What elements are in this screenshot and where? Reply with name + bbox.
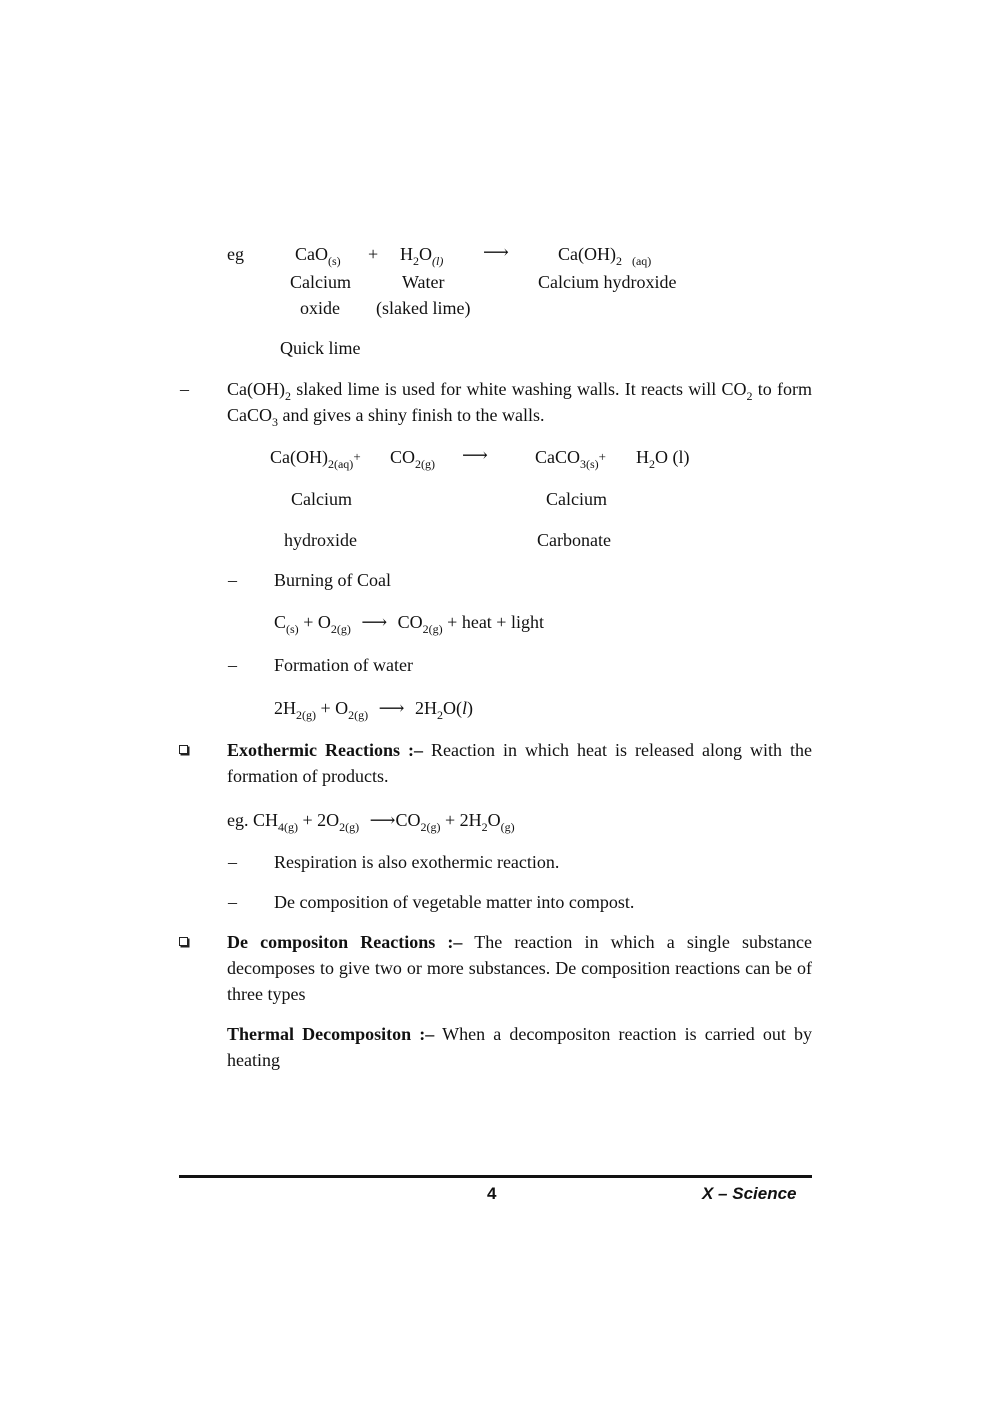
water-title: Formation of water: [274, 655, 413, 675]
eq2-reactant-caoh2: $Ca(OH)_{2(aq)}+$: [270, 447, 361, 471]
exo-item-respiration: Respiration is also exothermic reaction.: [274, 852, 560, 872]
eq1-reactant-cao: CaO$_{(s)}$: [295, 244, 341, 268]
bullet-square-icon: [179, 937, 188, 946]
eq2-product-water: $H_2O$ (l): [636, 447, 690, 471]
thermal-paragraph: Thermal Decompositon :– When a decompositon reaction is carried out by heating: [227, 1024, 813, 1070]
eq1-name-calcium-hydroxide: Calcium hydroxide: [538, 272, 677, 292]
eq1-plus: +: [368, 244, 379, 264]
eq1-product: $Ca(OH)_2$ $_{(aq)}$: [558, 244, 652, 268]
footer-rule: [179, 1175, 812, 1178]
eq2-name-carbonate: Carbonate: [537, 530, 611, 550]
eq1-name-slaked-lime: (slaked lime): [376, 298, 471, 318]
coal-dash: –: [228, 570, 237, 590]
eq2-name-calcium: Calcium: [291, 489, 352, 509]
eq1-arrow: ⟶: [483, 242, 509, 262]
exo-dash-1: –: [228, 852, 237, 872]
eq2-arrow: ⟶: [462, 445, 488, 465]
water-equation: $2H_{2(g)} + O_{2(g)}$ ⟶ $2H_2O(l)$: [274, 698, 473, 722]
eq1-name-water: Water: [402, 272, 445, 292]
para1-text: $Ca(OH)_2$ slaked lime is used for white washing walls. It reacts will $CO_2$ to form CaCO$_3$ and gives a shiny finish to the walls.: [227, 379, 812, 429]
eq1-reactant-water: $H_2O_{(l)}$: [400, 244, 444, 268]
para1-dash: –: [180, 379, 189, 399]
decomp-paragraph: De compositon Reactions :– The reaction in which a single substance decomposes to give two or more substances. De composition reactions can be of three types: [227, 932, 813, 1004]
eq2-name-hydroxide: hydroxide: [284, 530, 357, 550]
eq1-label: eg: [227, 244, 244, 264]
coal-title: Burning of Coal: [274, 570, 391, 590]
exo-equation: eg. $CH_{4(g)} + 2O_{2(g)}$ $⟶CO_{2(g)} + 2H_2O_{(g)}$: [227, 810, 515, 834]
exo-dash-2: –: [228, 892, 237, 912]
eq1-name-oxide: oxide: [300, 298, 340, 318]
eq2-name-calcium-2: Calcium: [546, 489, 607, 509]
eq2-product-caco3: CaCO$_{3(s)}$+: [535, 447, 607, 471]
page-number: 4: [487, 1184, 497, 1203]
eq1-name-calcium: Calcium: [290, 272, 351, 292]
exo-item-compost: De composition of vegetable matter into compost.: [274, 892, 635, 912]
footer-subject: X – Science: [702, 1184, 797, 1203]
eq2-reactant-co2: $CO_{2(g)}$: [390, 447, 436, 471]
bullet-square-icon: [179, 745, 188, 754]
coal-equation: $C_{(s)} + O_{2(g)}$ ⟶ $CO_{2(g)}$ + heat + light: [274, 612, 544, 636]
water-dash: –: [228, 655, 237, 675]
eq1-quick-lime: Quick lime: [280, 338, 361, 358]
exo-paragraph: Exothermic Reactions :– Reaction in which heat is released along with the formation of products.: [227, 740, 812, 786]
